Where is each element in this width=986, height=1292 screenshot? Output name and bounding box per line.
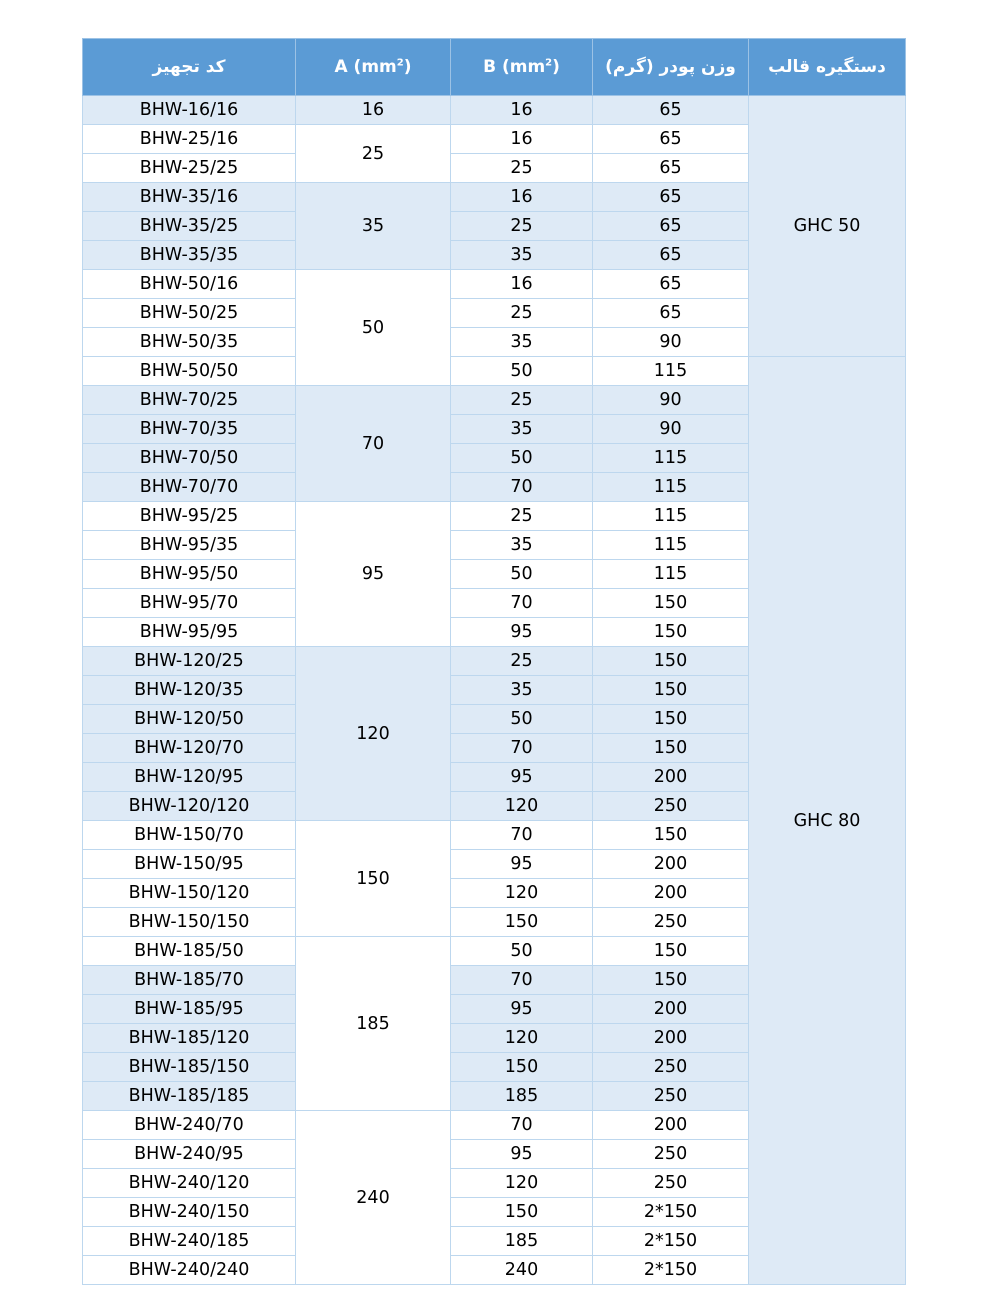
cell-b: 150 [451,1053,593,1082]
cell-code: BHW-120/35 [83,676,296,705]
cell-powder: 2*150 [593,1198,749,1227]
cell-code: BHW-150/95 [83,850,296,879]
cell-b: 25 [451,154,593,183]
cell-a: 16 [296,96,451,125]
cell-b: 25 [451,386,593,415]
header-b-label: B (mm [483,57,546,77]
cell-b: 95 [451,763,593,792]
cell-b: 25 [451,502,593,531]
cell-powder: 150 [593,589,749,618]
cell-b: 50 [451,705,593,734]
cell-code: BHW-16/16 [83,96,296,125]
cell-a: 150 [296,821,451,937]
cell-powder: 65 [593,154,749,183]
cell-code: BHW-35/16 [83,183,296,212]
cell-powder: 250 [593,908,749,937]
cell-a: 35 [296,183,451,270]
cell-code: BHW-240/185 [83,1227,296,1256]
header-handle: دستگیره قالب [749,39,906,96]
cell-a: 95 [296,502,451,647]
cell-a: 50 [296,270,451,386]
cell-code: BHW-185/70 [83,966,296,995]
header-b [451,39,593,96]
cell-code: BHW-70/35 [83,415,296,444]
cell-code: BHW-25/25 [83,154,296,183]
cell-powder: 65 [593,241,749,270]
cell-b: 16 [451,96,593,125]
cell-b: 120 [451,1169,593,1198]
cell-powder: 150 [593,966,749,995]
cell-code: BHW-240/150 [83,1198,296,1227]
cell-b: 70 [451,734,593,763]
cell-code: BHW-120/120 [83,792,296,821]
header-a-label: A (mm [334,57,397,77]
cell-powder: 250 [593,792,749,821]
cell-b: 16 [451,125,593,154]
cell-powder: 115 [593,473,749,502]
cell-powder: 200 [593,995,749,1024]
cell-powder: 115 [593,357,749,386]
cell-b: 50 [451,937,593,966]
cell-b: 25 [451,299,593,328]
cell-code: BHW-150/150 [83,908,296,937]
cell-b: 185 [451,1082,593,1111]
cell-code: BHW-150/120 [83,879,296,908]
cell-powder: 65 [593,270,749,299]
header-a [296,39,451,96]
cell-code: BHW-95/70 [83,589,296,618]
cell-b: 70 [451,473,593,502]
header-code: کد تجهیز [83,39,296,96]
cell-code: BHW-95/95 [83,618,296,647]
cell-a: 185 [296,937,451,1111]
cell-b: 95 [451,850,593,879]
cell-b: 70 [451,1111,593,1140]
cell-code: BHW-240/70 [83,1111,296,1140]
cell-b: 25 [451,647,593,676]
cell-code: BHW-120/95 [83,763,296,792]
cell-code: BHW-240/120 [83,1169,296,1198]
cell-code: BHW-70/25 [83,386,296,415]
cell-code: BHW-35/35 [83,241,296,270]
table-body [83,96,906,1285]
cell-powder: 150 [593,734,749,763]
cell-a: 240 [296,1111,451,1285]
cell-a: 25 [296,125,451,183]
cell-code: BHW-120/70 [83,734,296,763]
cell-powder: 115 [593,444,749,473]
cell-handle: GHC 50 [749,96,906,357]
cell-powder: 2*150 [593,1256,749,1285]
cell-code: BHW-50/35 [83,328,296,357]
cell-code: BHW-185/150 [83,1053,296,1082]
cell-b: 185 [451,1227,593,1256]
header-b-exponent: 2 [545,57,553,69]
header-a-close: ) [403,57,412,77]
cell-a: 70 [296,386,451,502]
cell-a: 120 [296,647,451,821]
cell-code: BHW-95/50 [83,560,296,589]
cell-powder: 65 [593,96,749,125]
cell-code: BHW-185/95 [83,995,296,1024]
cell-code: BHW-150/70 [83,821,296,850]
cell-powder: 250 [593,1082,749,1111]
cell-b: 95 [451,995,593,1024]
cell-powder: 200 [593,879,749,908]
cell-powder: 250 [593,1169,749,1198]
cell-b: 50 [451,560,593,589]
cell-powder: 150 [593,618,749,647]
cell-powder: 250 [593,1053,749,1082]
cell-powder: 150 [593,937,749,966]
cell-b: 120 [451,1024,593,1053]
cell-powder: 90 [593,328,749,357]
cell-powder: 150 [593,705,749,734]
cell-code: BHW-95/35 [83,531,296,560]
table-header [83,39,906,96]
cell-b: 240 [451,1256,593,1285]
cell-b: 120 [451,792,593,821]
cell-powder: 115 [593,560,749,589]
cell-code: BHW-240/95 [83,1140,296,1169]
cell-powder: 90 [593,415,749,444]
cell-b: 95 [451,618,593,647]
cell-code: BHW-50/25 [83,299,296,328]
cell-b: 150 [451,908,593,937]
cell-b: 35 [451,676,593,705]
cell-b: 70 [451,966,593,995]
cell-code: BHW-70/70 [83,473,296,502]
cell-powder: 200 [593,1024,749,1053]
cell-powder: 200 [593,850,749,879]
cell-handle: GHC 80 [749,357,906,1285]
cell-b: 150 [451,1198,593,1227]
table-row [83,96,906,125]
cell-powder: 65 [593,299,749,328]
cell-b: 120 [451,879,593,908]
cell-b: 16 [451,270,593,299]
header-a-exponent: 2 [396,57,404,69]
cell-powder: 150 [593,676,749,705]
cell-b: 70 [451,589,593,618]
header-b-close: ) [552,57,560,77]
table-row [83,357,906,386]
cell-b: 25 [451,212,593,241]
cell-code: BHW-25/16 [83,125,296,154]
cell-code: BHW-185/185 [83,1082,296,1111]
header-row [83,39,906,96]
spec-table [82,38,906,1285]
cell-b: 35 [451,415,593,444]
cell-powder: 250 [593,1140,749,1169]
cell-b: 50 [451,357,593,386]
cell-b: 16 [451,183,593,212]
cell-powder: 200 [593,1111,749,1140]
cell-b: 35 [451,328,593,357]
header-powder: وزن پودر (گرم) [593,39,749,96]
cell-code: BHW-70/50 [83,444,296,473]
cell-powder: 65 [593,212,749,241]
cell-code: BHW-185/120 [83,1024,296,1053]
cell-powder: 90 [593,386,749,415]
cell-code: BHW-50/50 [83,357,296,386]
cell-b: 35 [451,531,593,560]
cell-code: BHW-185/50 [83,937,296,966]
cell-code: BHW-35/25 [83,212,296,241]
cell-powder: 65 [593,183,749,212]
cell-code: BHW-95/25 [83,502,296,531]
cell-powder: 2*150 [593,1227,749,1256]
cell-code: BHW-240/240 [83,1256,296,1285]
cell-powder: 150 [593,821,749,850]
cell-powder: 115 [593,502,749,531]
cell-code: BHW-50/16 [83,270,296,299]
cell-powder: 150 [593,647,749,676]
cell-powder: 115 [593,531,749,560]
cell-b: 50 [451,444,593,473]
cell-b: 35 [451,241,593,270]
cell-code: BHW-120/50 [83,705,296,734]
cell-powder: 65 [593,125,749,154]
cell-b: 70 [451,821,593,850]
cell-powder: 200 [593,763,749,792]
cell-code: BHW-120/25 [83,647,296,676]
cell-b: 95 [451,1140,593,1169]
